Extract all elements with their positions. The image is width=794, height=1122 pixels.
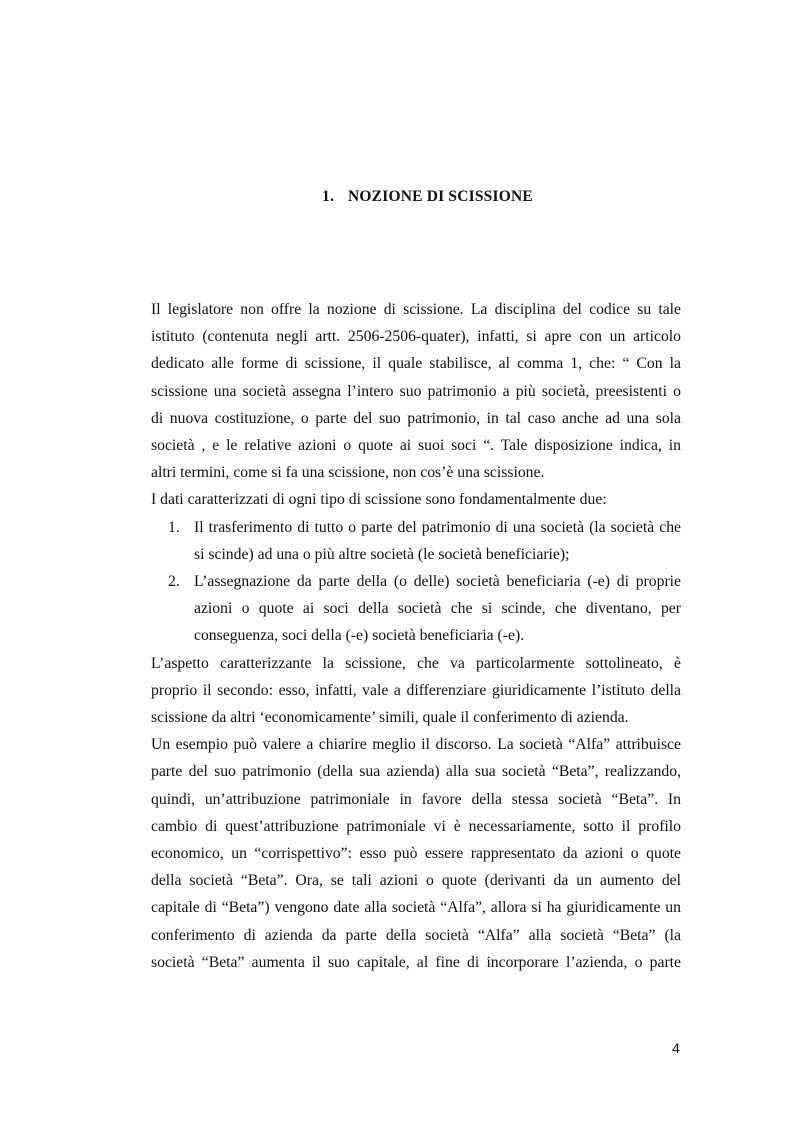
text-line: conseguenza, soci della (-e) società beneficiaria (-e).: [194, 627, 525, 645]
paragraph-aspect: [151, 650, 681, 732]
section-number: 1.: [322, 188, 335, 205]
section-title: NOZIONE DI SCISSIONE: [348, 188, 533, 205]
text-line: azioni o quote ai soci della società che si scinde, che diventano, per: [194, 600, 681, 618]
text-line: cambio di quest’attribuzione patrimoniale vi è necessariamente, sotto il profilo: [151, 817, 681, 835]
text-line: economico, un “corrispettivo”: esso può essere rappresentato da azioni o quote: [151, 845, 681, 863]
text-line: Il trasferimento di tutto o parte del patrimonio di una società (la società che: [194, 518, 681, 536]
text-line: altri termini, come si fa una scissione, non cos’è una scissione.: [151, 464, 545, 482]
text-line: si scinde) ad una o più altre società (le società beneficiarie);: [194, 545, 570, 563]
text-line: L’assegnazione da parte della (o delle) società beneficiaria (-e) di proprie: [194, 573, 681, 591]
paragraph-intro: [151, 296, 681, 486]
page-number: 4: [672, 1040, 680, 1056]
text-line: quindi, un’attribuzione patrimoniale in favore della stessa società “Beta”. In: [151, 790, 681, 808]
paragraph-list-intro: I dati caratterizzati di ogni tipo di scissione sono fondamentalmente due:: [151, 491, 607, 509]
text-line: dedicato alle forme di scissione, il quale stabilisce, al comma 1, che: “ Con la: [151, 355, 681, 373]
text-line: società “Beta” aumenta il suo capitale, al fine di incorporare l’azienda, o parte: [151, 953, 681, 971]
text-line: capitale di “Beta”) vengono date alla società “Alfa”, allora si ha giuridicamente un: [151, 899, 681, 917]
text-line: di nuova costituzione, o parte del suo patrimonio, in tal caso anche ad una sola: [151, 409, 681, 427]
list-item: [151, 568, 681, 650]
text-line: società , e le relative azioni o quote ai suoi soci “. Tale disposizione indica, in: [151, 437, 681, 455]
text-line: L’aspetto caratterizzante la scissione, che va particolarmente sottolineato, è: [151, 654, 681, 672]
list-item-number: 1.: [168, 518, 180, 536]
text-line: parte del suo patrimonio (della sua azienda) alla sua società “Beta”, realizzando,: [151, 763, 681, 781]
numbered-list: [151, 514, 681, 650]
list-item: [151, 514, 681, 568]
text-line: istituto (contenuta negli artt. 2506-2506-quater), infatti, si apre con un articolo: [151, 328, 681, 346]
text-line: conferimento di azienda da parte della società “Alfa” alla società “Beta” (la: [151, 926, 681, 944]
text-line: Un esempio può valere a chiarire meglio il discorso. La società “Alfa” attribuisce: [151, 736, 681, 754]
text-line: scissione da altri ‘economicamente’ simili, quale il conferimento di azienda.: [151, 709, 629, 727]
text-line: proprio il secondo: esso, infatti, vale a differenziare giuridicamente l’istituto della: [151, 681, 681, 699]
text-line: della società “Beta”. Ora, se tali azioni o quote (derivanti da un aumento del: [151, 872, 681, 890]
paragraph-example: [151, 731, 681, 976]
text-line: scissione una società assegna l’intero suo patrimonio a più società, preesistenti o: [151, 382, 681, 400]
text-line: Il legislatore non offre la nozione di scissione. La disciplina del codice su tale: [151, 301, 681, 318]
body-text: [151, 296, 681, 976]
section-heading: [322, 188, 533, 206]
list-item-number: 2.: [168, 573, 180, 591]
